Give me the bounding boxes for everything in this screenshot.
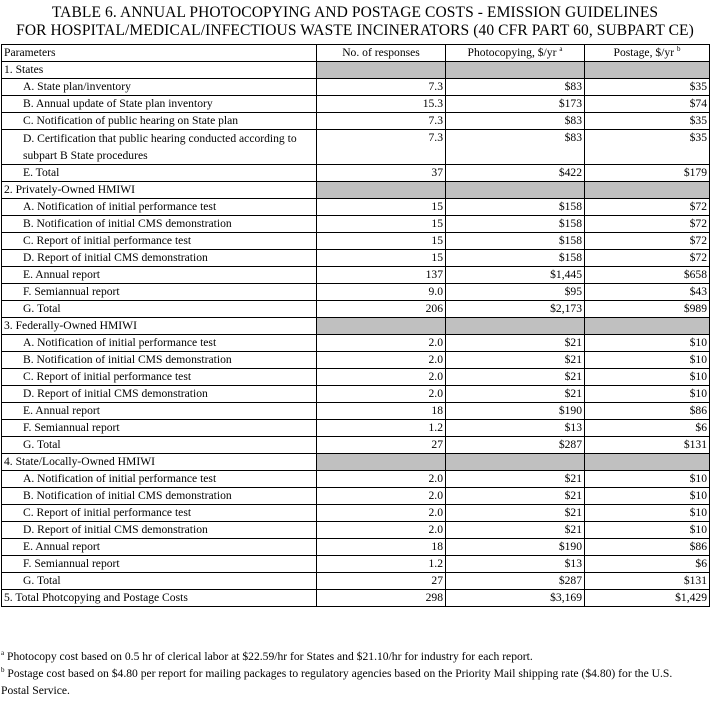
table-row [2,471,710,488]
row-label: A. State plan/inventory [2,79,317,96]
table-row [2,522,710,539]
table-row [2,165,710,182]
row-label: E. Total [2,165,317,182]
row-photocopying: $21 [446,488,585,505]
row-label: B. Notification of initial CMS demonstration [2,352,317,369]
table-row [2,556,710,573]
row-responses: 137 [317,267,446,284]
row-label: C. Report of initial performance test [2,505,317,522]
table-row [2,113,710,130]
section-shade-postage [585,454,710,471]
row-photocopying: $287 [446,573,585,590]
table-row [2,488,710,505]
row-postage: $658 [585,267,710,284]
row-postage: $10 [585,386,710,403]
footnote-ref-b: b [676,45,681,53]
row-photocopying: $21 [446,369,585,386]
row-photocopying: $21 [446,505,585,522]
row-postage: $10 [585,522,710,539]
row-label: E. Annual report [2,539,317,556]
section-row [2,62,710,79]
table-row [2,267,710,284]
table-row [2,420,710,437]
footnotes [1,648,701,699]
row-photocopying: $173 [446,96,585,113]
row-label: D. Report of initial CMS demonstration [2,250,317,267]
row-postage: $10 [585,471,710,488]
row-responses: 18 [317,403,446,420]
row-photocopying: $21 [446,386,585,403]
row-postage: $72 [585,199,710,216]
row-responses: 18 [317,539,446,556]
section-shade-responses [317,454,446,471]
header-postage [585,45,710,62]
table-row [2,369,710,386]
row-postage: $10 [585,488,710,505]
row-label: A. Notification of initial performance test [2,471,317,488]
footnote-b-text: Postage cost based on $4.80 per report for mailing packages to regulatory agencies based on the Priority Mail shipping rate ($4.80) for the U.S. Postal Service. [1,667,673,697]
row-photocopying: $83 [446,113,585,130]
row-label: F. Semiannual report [2,284,317,301]
row-label: E. Annual report [2,403,317,420]
table-row [2,573,710,590]
section-shade-photocopying [446,62,585,79]
footnote-a-mark: a [1,649,5,657]
row-label: C. Report of initial performance test [2,233,317,250]
grand-total-row [2,590,710,607]
row-postage: $74 [585,96,710,113]
row-postage: $131 [585,573,710,590]
section-shade-postage [585,62,710,79]
grand-total-photocopying: $3,169 [446,590,585,607]
table-row [2,96,710,113]
table-row [2,216,710,233]
row-label: B. Annual update of State plan inventory [2,96,317,113]
row-responses: 9.0 [317,284,446,301]
row-responses: 27 [317,573,446,590]
cost-table [1,44,710,607]
row-label: D. Certification that public hearing conducted according to subpart B State procedures [2,130,317,165]
section-shade-postage [585,318,710,335]
row-responses: 15 [317,233,446,250]
table-row [2,250,710,267]
row-postage: $131 [585,437,710,454]
row-responses: 27 [317,437,446,454]
table-row [2,284,710,301]
table-row [2,539,710,556]
row-postage: $35 [585,113,710,130]
row-photocopying: $21 [446,522,585,539]
row-responses: 15 [317,199,446,216]
row-label: G. Total [2,301,317,318]
section-row [2,182,710,199]
row-photocopying: $287 [446,437,585,454]
grand-total-label: 5. Total Photcopying and Postage Costs [2,590,317,607]
row-photocopying: $21 [446,471,585,488]
section-title: 3. Federally-Owned HMIWI [2,318,317,335]
header-photocopying [446,45,585,62]
row-photocopying: $13 [446,556,585,573]
row-postage: $86 [585,403,710,420]
row-responses: 7.3 [317,113,446,130]
row-responses: 2.0 [317,471,446,488]
table-row [2,403,710,420]
table-title-line-2: FOR HOSPITAL/MEDICAL/INFECTIOUS WASTE INCINERATORS (40 CFR PART 60, SUBPART CE) [16,22,694,39]
row-responses: 15 [317,250,446,267]
row-label: D. Report of initial CMS demonstration [2,522,317,539]
row-photocopying: $158 [446,250,585,267]
row-responses: 1.2 [317,556,446,573]
section-row [2,318,710,335]
row-photocopying: $190 [446,539,585,556]
row-label: D. Report of initial CMS demonstration [2,386,317,403]
row-postage: $86 [585,539,710,556]
header-responses: No. of responses [317,45,446,62]
footnote-ref-a: a [559,45,563,53]
row-photocopying: $13 [446,420,585,437]
section-shade-photocopying [446,454,585,471]
row-photocopying: $83 [446,130,585,165]
row-label: E. Annual report [2,267,317,284]
row-postage: $10 [585,335,710,352]
table-row [2,130,710,165]
cost-table-body [2,45,710,607]
table-row [2,301,710,318]
table-row [2,199,710,216]
section-shade-postage [585,182,710,199]
row-postage: $72 [585,216,710,233]
row-responses: 206 [317,301,446,318]
row-postage: $6 [585,420,710,437]
row-responses: 2.0 [317,488,446,505]
row-responses: 2.0 [317,369,446,386]
row-postage: $10 [585,505,710,522]
row-responses: 2.0 [317,352,446,369]
row-photocopying: $2,173 [446,301,585,318]
row-responses: 2.0 [317,386,446,403]
footnote-b [1,665,701,699]
row-label: F. Semiannual report [2,556,317,573]
footnote-b-mark: b [1,666,5,674]
row-responses: 15 [317,216,446,233]
row-photocopying: $21 [446,335,585,352]
table-header-row [2,45,710,62]
row-photocopying: $1,445 [446,267,585,284]
row-label: B. Notification of initial CMS demonstration [2,488,317,505]
section-shade-responses [317,182,446,199]
table-row [2,79,710,96]
header-parameters: Parameters [2,45,317,62]
row-label: B. Notification of initial CMS demonstration [2,216,317,233]
row-postage: $989 [585,301,710,318]
section-shade-photocopying [446,182,585,199]
row-photocopying: $83 [446,79,585,96]
row-label: A. Notification of initial performance test [2,199,317,216]
table-row [2,352,710,369]
row-photocopying: $95 [446,284,585,301]
row-photocopying: $422 [446,165,585,182]
table-row [2,386,710,403]
section-title: 4. State/Locally-Owned HMIWI [2,454,317,471]
row-responses: 1.2 [317,420,446,437]
grand-total-responses: 298 [317,590,446,607]
row-responses: 7.3 [317,130,446,165]
footnote-a-text: Photocopy cost based on 0.5 hr of clerical labor at $22.59/hr for States and $21.10/hr for industry for each report. [7,650,533,663]
section-title: 2. Privately-Owned HMIWI [2,182,317,199]
header-photocopying-label: Photocopying, $/yr [467,46,557,59]
row-responses: 2.0 [317,335,446,352]
row-label: C. Notification of public hearing on State plan [2,113,317,130]
row-photocopying: $190 [446,403,585,420]
row-label: C. Report of initial performance test [2,369,317,386]
row-label: F. Semiannual report [2,420,317,437]
row-label: G. Total [2,573,317,590]
section-title: 1. States [2,62,317,79]
row-postage: $43 [585,284,710,301]
row-photocopying: $158 [446,216,585,233]
table-row [2,437,710,454]
row-postage: $72 [585,233,710,250]
section-shade-photocopying [446,318,585,335]
section-shade-responses [317,318,446,335]
row-photocopying: $158 [446,233,585,250]
row-responses: 2.0 [317,505,446,522]
row-responses: 37 [317,165,446,182]
section-shade-responses [317,62,446,79]
table-row [2,335,710,352]
header-postage-label: Postage, $/yr [613,46,675,59]
section-row [2,454,710,471]
row-photocopying: $21 [446,352,585,369]
row-postage: $72 [585,250,710,267]
row-postage: $10 [585,352,710,369]
table-title-line-1: TABLE 6. ANNUAL PHOTOCOPYING AND POSTAGE COSTS - EMISSION GUIDELINES [51,4,659,21]
table-row [2,505,710,522]
row-label: A. Notification of initial performance test [2,335,317,352]
row-postage: $6 [585,556,710,573]
grand-total-postage: $1,429 [585,590,710,607]
row-postage: $179 [585,165,710,182]
row-postage: $10 [585,369,710,386]
table-row [2,233,710,250]
row-label: G. Total [2,437,317,454]
row-postage: $35 [585,130,710,165]
row-responses: 7.3 [317,79,446,96]
row-responses: 15.3 [317,96,446,113]
row-photocopying: $158 [446,199,585,216]
footnote-a [1,648,701,665]
row-responses: 2.0 [317,522,446,539]
row-postage: $35 [585,79,710,96]
table-title [0,4,710,40]
